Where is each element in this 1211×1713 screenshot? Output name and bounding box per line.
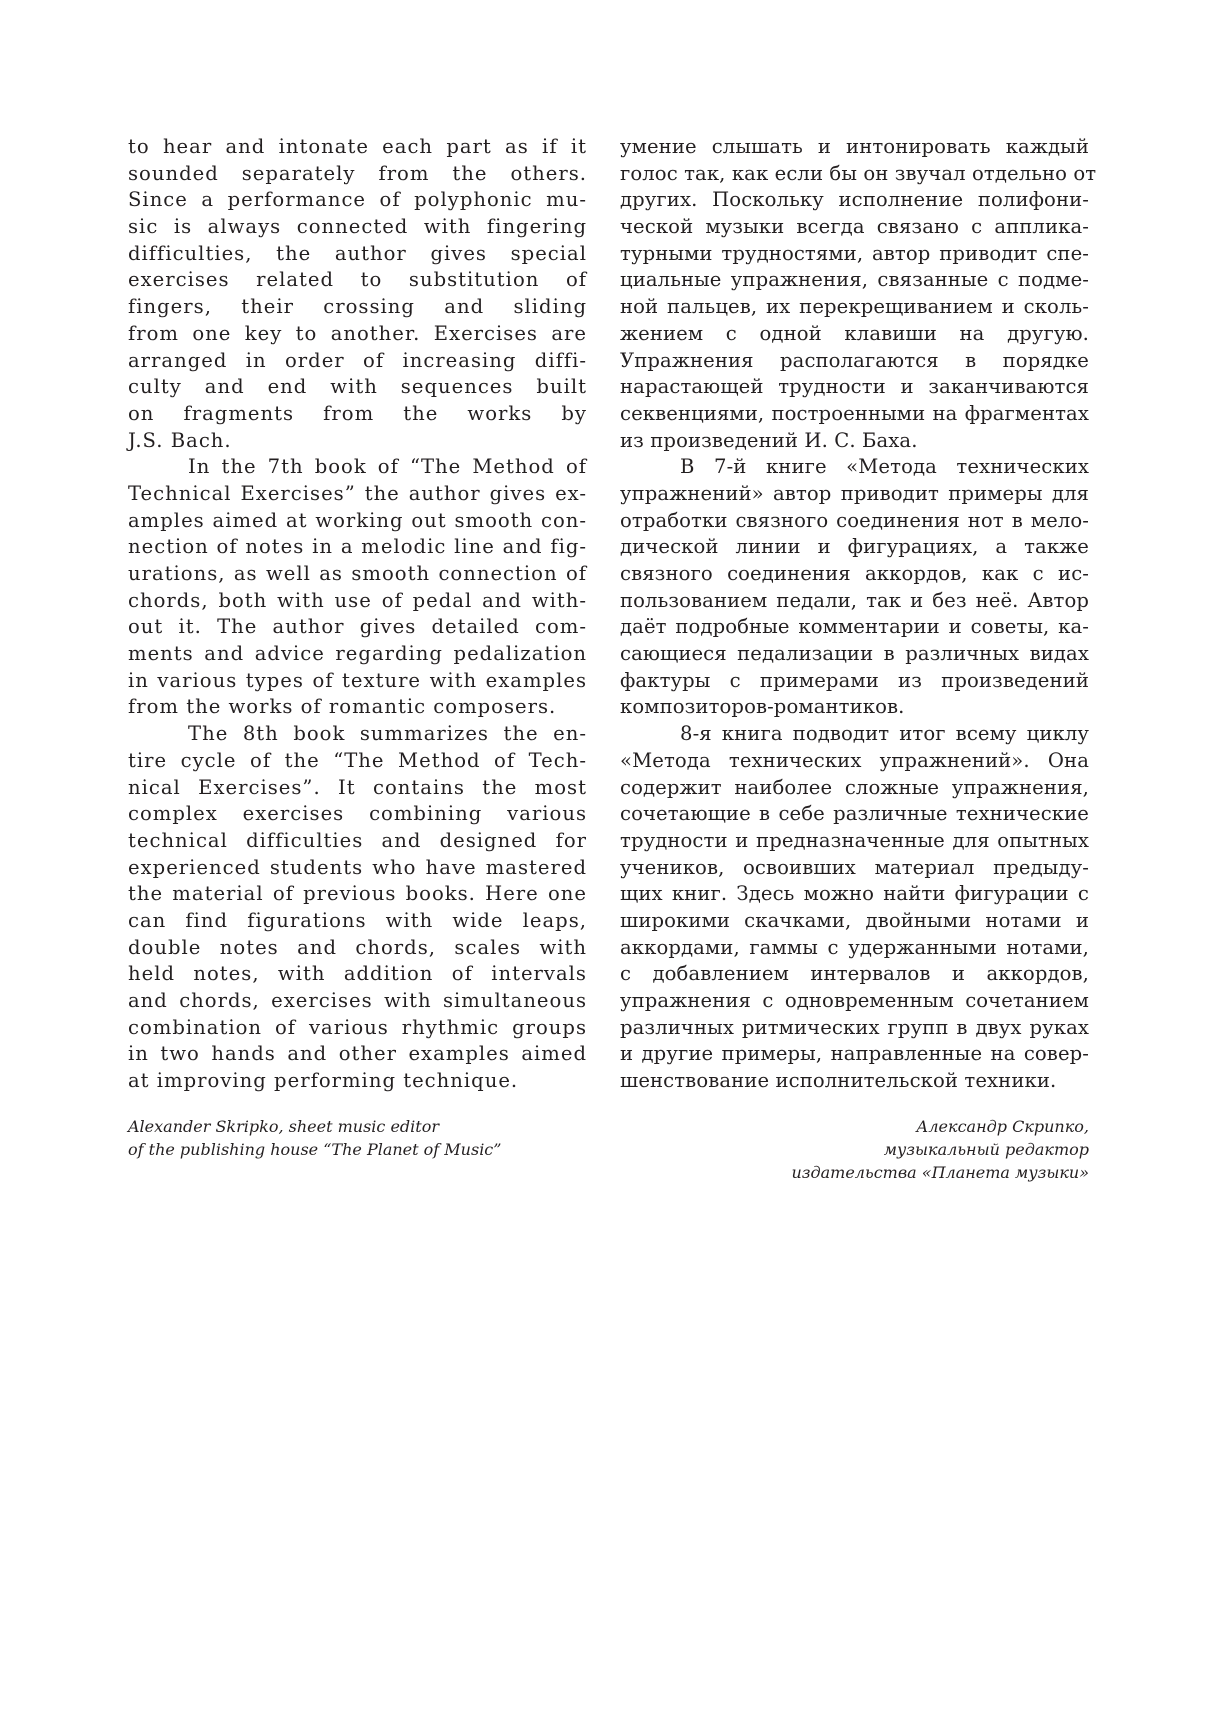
text-line: ческой музыки всегда связано с апплика-	[620, 215, 1089, 239]
text-line: out it. The author gives detailed com-	[128, 615, 587, 639]
text-line: голос так, как если бы он звучал отдельно от	[620, 161, 1097, 185]
text-line: ments and advice regarding pedalization	[128, 642, 587, 666]
text-line: сочетающие в себе различные технические	[620, 802, 1089, 826]
text-line: даёт подробные комментарии и советы, ка-	[620, 615, 1089, 639]
text-line: can find figurations with wide leaps,	[128, 908, 587, 932]
russian-column	[620, 134, 1097, 1184]
text-line: on fragments from the works by	[128, 401, 587, 425]
text-line: in various types of texture with examples	[128, 668, 587, 692]
english-signature	[128, 1115, 587, 1161]
text-line: Since a performance of polyphonic mu-	[128, 188, 587, 212]
signature-line: Alexander Skripko, sheet music editor	[128, 1116, 439, 1136]
text-line: и другие примеры, направленные на совер-	[620, 1042, 1089, 1066]
text-line: фактуры с примерами из произведений	[620, 668, 1089, 692]
text-line: nical Exercises”. It contains the most	[128, 775, 587, 799]
signature-line: of the publishing house “The Planet of Music”	[128, 1139, 502, 1159]
text-line: sounded separately from the others.	[128, 161, 587, 185]
text-line: J.S. Bach.	[128, 428, 232, 452]
text-line: пользованием педали, так и без неё. Автор	[620, 588, 1089, 612]
text-line: experienced students who have mastered	[128, 855, 587, 879]
text-line: arranged in order of increasing diffi-	[128, 348, 587, 372]
paragraph-start-line: The 8th book summarizes the en-	[188, 722, 587, 746]
text-line: combination of various rhythmic groups	[128, 1015, 587, 1039]
text-line: композиторов-романтиков.	[620, 695, 905, 719]
text-line: Technical Exercises” the author gives ex-	[128, 481, 587, 505]
text-line: различных ритмических групп в двух руках	[620, 1015, 1089, 1039]
signature-line: издательства «Планета музыки»	[791, 1162, 1089, 1182]
text-line: double notes and chords, scales with	[128, 935, 587, 959]
text-line: содержит наиболее сложные упражнения,	[620, 775, 1089, 799]
text-line: упражнений» автор приводит примеры для	[620, 481, 1089, 505]
paragraph-start-line: В 7-й книге «Метода технических	[680, 455, 1089, 479]
text-line: exercises related to substitution of	[128, 268, 587, 292]
paragraph-start-line: In the 7th book of “The Method of	[188, 455, 587, 479]
text-line: секвенциями, построенными на фрагментах	[620, 401, 1089, 425]
text-line: sic is always connected with fingering	[128, 215, 587, 239]
text-line: fingers, their crossing and sliding	[128, 295, 587, 319]
text-line: сающиеся педализации в различных видах	[620, 642, 1089, 666]
text-line: турными трудностями, автор приводит спе-	[620, 241, 1089, 265]
text-line: difficulties, the author gives special	[128, 241, 587, 265]
text-line: nection of notes in a melodic line and fig-	[128, 535, 587, 559]
text-line: and chords, exercises with simultaneous	[128, 989, 587, 1012]
text-line: urations, as well as smooth connection of	[128, 562, 587, 585]
text-line: amples aimed at working out smooth con-	[128, 508, 587, 532]
text-line: held notes, with addition of intervals	[128, 962, 587, 986]
text-line: in two hands and other examples aimed	[128, 1042, 587, 1066]
signature-line: Александр Скрипко,	[916, 1116, 1089, 1136]
text-line: chords, both with use of pedal and with-	[128, 588, 587, 612]
text-line: щих книг. Здесь можно найти фигурации с	[620, 882, 1089, 906]
text-line: других. Поскольку исполнение полифони-	[620, 188, 1089, 212]
text-line: трудности и предназначенные для опытных	[620, 828, 1089, 852]
text-line: отработки связного соединения нот в мело-	[620, 508, 1089, 532]
text-line: technical difficulties and designed for	[128, 828, 587, 852]
text-line: at improving performing technique.	[128, 1069, 519, 1093]
text-line: Упражнения располагаются в порядке	[620, 348, 1089, 372]
text-line: умение слышать и интонировать каждый	[620, 135, 1089, 158]
text-line: ной пальцев, их перекрещиванием и сколь-	[620, 295, 1089, 319]
text-line: complex exercises combining various	[128, 802, 587, 826]
text-line: culty and end with sequences built	[128, 375, 587, 399]
text-line: циальные упражнения, связанные с подме-	[620, 268, 1089, 292]
text-line: широкими скачками, двойными нотами и	[620, 908, 1089, 932]
text-line: from the works of romantic composers.	[128, 695, 557, 719]
text-line: «Метода технических упражнений». Она	[620, 748, 1089, 772]
text-line: связного соединения аккордов, как с ис-	[620, 562, 1089, 585]
text-line: жением с одной клавиши на другую.	[620, 321, 1089, 345]
signature-line: музыкальный редактор	[883, 1139, 1089, 1159]
text-line: from one key to another. Exercises are	[128, 321, 587, 345]
russian-signature	[620, 1115, 1089, 1184]
text-line: учеников, освоивших материал предыду-	[620, 855, 1089, 879]
text-line: the material of previous books. Here one	[128, 882, 587, 906]
text-line: tire cycle of the “The Method of Tech-	[128, 748, 587, 772]
text-line: шенствование исполнительской техники.	[620, 1069, 1057, 1093]
english-column	[128, 134, 587, 1161]
text-line: нарастающей трудности и заканчиваются	[620, 375, 1089, 399]
text-line: с добавлением интервалов и аккордов,	[620, 962, 1089, 986]
text-line: to hear and intonate each part as if it	[128, 135, 587, 158]
text-line: упражнения с одновременным сочетанием	[620, 989, 1089, 1012]
text-line: дической линии и фигурациях, а также	[620, 535, 1089, 559]
text-line: аккордами, гаммы с удержанными нотами,	[620, 935, 1089, 959]
paragraph-start-line: 8-я книга подводит итог всему циклу	[680, 722, 1089, 746]
text-line: из произведений И. С. Баха.	[620, 428, 918, 452]
